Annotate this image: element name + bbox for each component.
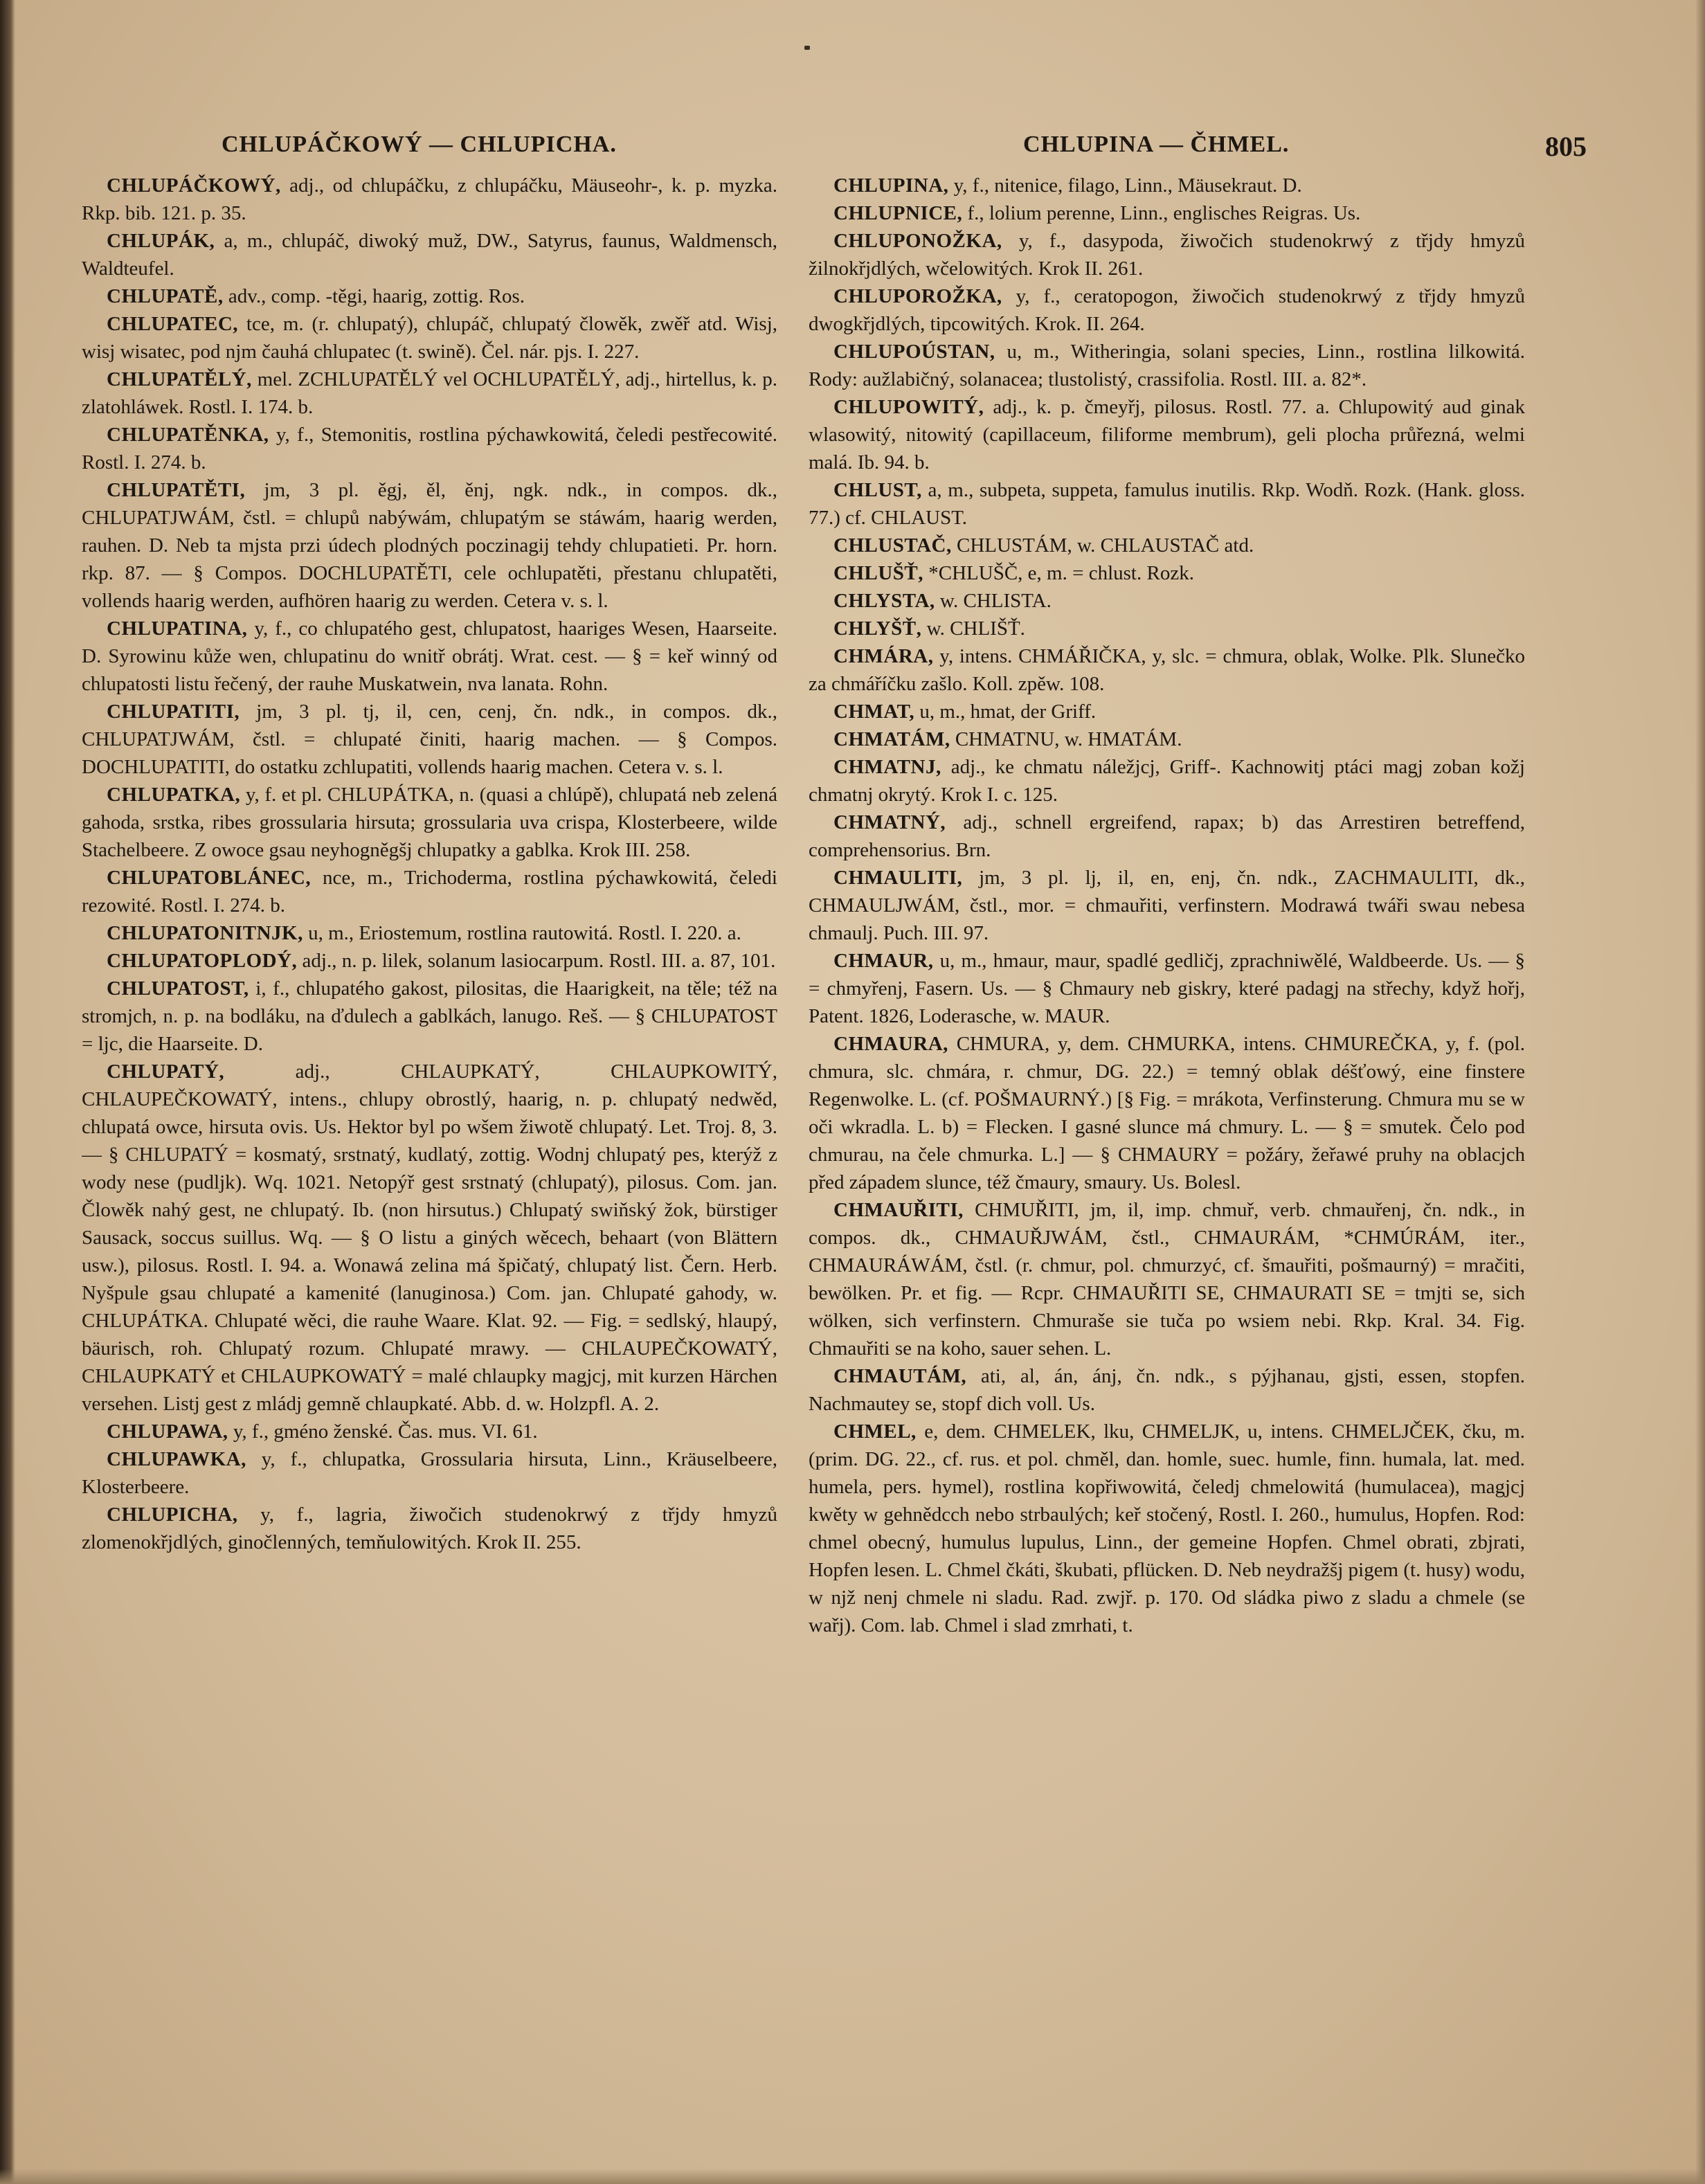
dictionary-entry [809,1030,1525,1196]
entry-headword: CHLYSTA, [833,590,935,612]
entry-definition: y, f., co chlupatého gest, chlupatost, haariges Wesen, Haarseite. D. Syrowinu kůže wen, chlupatinu do wnitř obrátj. Wrat. cest. — § = keř winný od chlupatosti listu řečený, der rauhe Muskatwein, nva lanata. Rohn. [82,617,777,695]
dictionary-entry [82,919,777,947]
dictionary-entry [809,1418,1525,1639]
entry-headword: CHLUPATĚNKA, [107,424,269,446]
right-column [809,172,1525,1944]
entry-headword: CHLUPOWITÝ, [833,396,984,418]
page-bottom-shadow [0,2169,1705,2184]
entry-definition: y, f., gméno ženské. Čas. mus. VI. 61. [228,1420,538,1443]
entry-definition: CHLUSTÁM, w. CHLAUSTAČ atd. [951,534,1254,557]
entry-definition: u, m., Eriostemum, rostlina rautowitá. Rostl. I. 220. a. [303,922,741,944]
dictionary-entry [82,421,777,476]
ink-speck [804,46,810,50]
entry-definition: mel. ZCHLUPATĚLÝ vel OCHLUPATĚLÝ, adj., hirtellus, k. p. zlatohláwek. Rostl. I. 174. b. [82,368,777,418]
dictionary-entry [809,864,1525,947]
entry-definition: adj., k. p. čmeyřj, pilosus. Rostl. 77. a. Chlupowitý aud ginak wlasowitý, nitowitý (capillaceum, filiforme membrum), geli plocha průřezná, welmi malá. Ib. 94. b. [809,396,1525,473]
dictionary-entry [809,725,1525,753]
entry-headword: CHMAUR, [833,950,934,972]
entry-headword: CHLUPONOŽKA, [833,230,1002,252]
entry-headword: CHLUPÁK, [107,230,215,252]
entry-headword: CHLUPATITI, [107,701,240,723]
dictionary-entry [809,393,1525,476]
entry-headword: CHLUPATĚ, [107,285,224,307]
entry-definition: y, intens. CHMÁŘIČKA, y, slc. = chmura, oblak, Wolke. Plk. Slunečko za chmáříčku zašlo. Koll. zpěw. 108. [809,645,1525,695]
dictionary-entry [809,338,1525,393]
dictionary-entry [82,698,777,781]
entry-definition: ati, al, án, ánj, čn. ndk., s pýjhanau, gjsti, essen, stopfen. Nachmautey se, stopf dich voll. Us. [809,1365,1525,1415]
entry-definition: f., lolium perenne, Linn., englisches Reigras. Us. [962,202,1361,224]
entry-headword: CHLUSTAČ, [833,534,952,557]
dictionary-entry [809,642,1525,698]
dictionary-entry [82,1058,777,1418]
entry-headword: CHLUPATĚTI, [107,479,246,501]
entry-headword: CHLUPAWA, [107,1420,228,1443]
dictionary-entry [809,587,1525,615]
dictionary-entry [809,532,1525,559]
entry-headword: CHLUPATKA, [107,784,241,806]
dictionary-entry [82,227,777,282]
entry-definition: a, m., chlupáč, diwoký muž, DW., Satyrus, faunus, Waldmensch, Waldteufel. [82,230,777,280]
entry-headword: CHLUPÁČKOWÝ, [107,174,281,197]
entry-headword: CHMAULITI, [833,867,963,889]
entry-definition: w. CHLIŠŤ. [921,617,1025,640]
entry-headword: CHLUPATINA, [107,617,248,640]
entry-headword: CHLUPNICE, [833,202,963,224]
entry-definition: adv., comp. -těgi, haarig, zottig. Ros. [223,285,525,307]
entry-definition: CHMATNU, w. HMATÁM. [950,728,1182,750]
entry-headword: CHLUPATEC, [107,313,239,335]
entry-definition: jm, 3 pl. tj, il, cen, cenj, čn. ndk., in compos. dk., CHLUPATJWÁM, čstl. = chlupaté činiti, haarig machen. — § Compos. DOCHLUPATITI, do ostatku zchlupatiti, vollends haarig machen. Cetera v. s. l. [82,701,777,778]
entry-headword: CHMAUTÁM, [833,1365,967,1387]
entry-headword: CHLUPATOPLODÝ, [107,950,298,972]
entry-headword: CHMATNJ, [833,756,941,778]
entry-definition: adj., od chlupáčku, z chlupáčku, Mäuseohr-, k. p. myzka. Rkp. bib. 121. p. 35. [82,174,777,224]
dictionary-entry [82,1418,777,1445]
entry-definition: CHMURA, y, dem. CHMURKA, intens. CHMUREČKA, y, f. (pol. chmura, slc. chmára, r. chmur, DG. 22.) = temný oblak déšťowý, eine finstere Regenwolke. L. (cf. POŠMAURNÝ.) [§ Fig. = mrákota, Verfinsterung. Chmura mu se w oči wkradla. L. b) = Flecken. I gasné slunce má chmury. L. — § = smutek. Čelo pod chmurau, na čele chmurka. L.] — § CHMAURY = požáry, žeřawé pruhy na oblacjch před západem slunce, též čmaury, smaury. Us. Bolesl. [809,1033,1525,1193]
dictionary-entry [82,365,777,421]
dictionary-entry [82,781,777,864]
entry-headword: CHLUPAWKA, [107,1448,246,1470]
entry-headword: CHMAUŘITI, [833,1199,964,1221]
dictionary-entry [82,615,777,698]
dictionary-entry [809,753,1525,809]
entry-headword: CHMEL, [833,1420,917,1443]
dictionary-entry [82,476,777,615]
entry-definition: tce, m. (r. chlupatý), chlupáč, chlupatý člowěk, zwěř atd. Wisj, wisj wisatec, pod njm čauhá chlupatec (t. swině). Čel. nár. pjs. I. 227. [82,313,777,363]
entry-definition: jm, 3 pl. lj, il, en, enj, čn. ndk., ZACHMAULITI, dk., CHMAULJWÁM, čstl., mor. = chmauřiti, verfinstern. Modrawá twáři swau nebesa chmaulj. Puch. III. 97. [809,867,1525,944]
entry-definition: y, f. et pl. CHLUPÁTKA, n. (quasi a chlúpě), chlupatá neb zelená gahoda, srstka, ribes grossularia hirsuta; grossularia uva crispa, Klosterbeere, wilde Stachelbeere. Z owoce gsau neyhogněgšj chlupatky a gablka. Krok III. 258. [82,784,777,861]
entry-definition: nce, m., Trichoderma, rostlina pýchawkowitá, čeledi rezowité. Rostl. I. 274. b. [82,867,777,917]
entry-definition: y, f., Stemonitis, rostlina pýchawkowitá, čeledi pestřecowité. Rostl. I. 274. b. [82,424,777,473]
entry-headword: CHMATÁM, [833,728,950,750]
entry-headword: CHLUST, [833,479,922,501]
dictionary-entry [82,947,777,975]
entry-headword: CHLUPOÚSTAN, [833,341,995,363]
entry-headword: CHLUPATOBLÁNEC, [107,867,312,889]
running-header-right: CHLUPINA — ČHMEL. [1023,132,1290,157]
entry-headword: CHMAURA, [833,1033,948,1055]
entry-headword: CHLUPATONITNJK, [107,922,303,944]
page-number: 805 [1545,131,1587,162]
entry-definition: i, f., chlupatého gakost, pilositas, die Haarigkeit, na těle; též na stromjch, n. p. na bodláku, na ďdulech a gablkách, lanugo. Reš. — § CHLUPATOST = ljc, die Haarseite. D. [82,977,777,1055]
entry-definition: adj., CHLAUPKATÝ, CHLAUPKOWITÝ, CHLAUPEČKOWATÝ, intens., chlupy obrostlý, haarig, n. p. chlupatý nedwěd, chlupatá owce, hirsuta ovis. Us. Hektor byl po wšem žiwotě chlupatý. Let. Troj. 8, 3. — § CHLUPATÝ = kosmatý, srstnatý, kudlatý, zottig. Wodnj chlupatý pes, kterýž z wody nese (pudljk). Wq. 1021. Netopýř gest srstnatý (chlupatý), pilosus. Com. jan. Člowěk nahý gest, ne chlupatý. Ib. (non hirsutus.) Chlupatý swiňský žok, bürstiger Sausack, soccus suillus. Wq. — § O listu a giných wěcech, behaart (von Blättern usw.), pilosus. Rostl. I. 94. a. Wonawá zelina má špičatý, chlupatý list. Čern. Herb. Nyšpule gsau chlupaté a kamenité (lanuginosa.) Com. jan. Chlupaté gahody, w. CHLUPÁTKA. Chlupaté wěci, die rauhe Waare. Klat. 92. — Fig. = sedlský, hlaupý, bäurisch, roh. Chlupatý rozum. Chlupaté mrawy. — CHLAUPEČKOWATÝ, CHLAUPKATÝ et CHLAUPKOWATÝ = malé chlaupky magjcj, mit kurzen Härchen versehen. Listj gest z mládj gemně chlaupkaté. Abb. d. w. Holzpfl. A. 2. [82,1061,777,1415]
entry-headword: CHLUPICHA, [107,1504,238,1526]
dictionary-entry [809,172,1525,199]
entry-headword: CHMAT, [833,701,915,723]
left-column [82,172,777,1944]
entry-definition: w. CHLISTA. [935,590,1052,612]
entry-definition: adj., schnell ergreifend, rapax; b) das Arrestiren betreffend, comprehensorius. Brn. [809,811,1525,861]
dictionary-entry [82,172,777,227]
dictionary-entry [809,1362,1525,1418]
entry-definition: y, f., chlupatka, Grossularia hirsuta, Linn., Kräuselbeere, Klosterbeere. [82,1448,777,1498]
entry-definition: adj., n. p. lilek, solanum lasiocarpum. Rostl. III. a. 87, 101. [297,950,776,972]
dictionary-entry [809,476,1525,532]
dictionary-entry [809,698,1525,725]
dictionary-entry [82,282,777,310]
book-spine-shadow [0,0,15,2184]
entry-headword: CHLUPINA, [833,174,949,197]
running-header-left: CHLUPÁČKOWÝ — CHLUPICHA. [222,132,617,157]
entry-definition: y, f., nitenice, filago, Linn., Mäusekraut. D. [948,174,1302,197]
entry-definition: CHMUŘITI, jm, il, imp. chmuř, verb. chmauřenj, čn. ndk., in compos. dk., CHMAUŘJWÁM, čstl., CHMAURÁM, *CHMÚRÁM, iter., CHMAURÁWÁM, čstl. (r. chmur, pol. chmurzyć, cf. šmauřiti, pošmaurný) = mračiti, bewölken. Pr. et fig. — Rcpr. CHMAUŘITI SE, CHMAURATI SE = tmjti se, sich wölken, sich verfinstern. Chmuraše sie tuča po wsiem nebi. Rkp. Kral. 34. Fig. Chmauřiti se na koho, sauer sehen. L. [809,1199,1525,1360]
entry-definition: y, f., lagria, žiwočich studenokrwý z třjdy hmyzů zlomenokřjdlých, ginočlenných, temňulowitých. Krok II. 255. [82,1504,777,1553]
entry-headword: CHLUPATOST, [107,977,249,1000]
entry-headword: CHLUPOROŽKA, [833,285,1002,307]
entry-headword: CHLUŠŤ, [833,562,924,584]
dictionary-entry [809,559,1525,587]
entry-definition: adj., ke chmatu náležjcj, Griff-. Kachnowitj ptáci magj zoban kožj chmatnj okrytý. Krok I. c. 125. [809,756,1525,806]
dictionary-entry [82,1501,777,1556]
dictionary-entry [809,227,1525,282]
dictionary-entry [82,864,777,919]
entry-definition: y, f., dasypoda, žiwočich studenokrwý z třjdy hmyzů žilnokřjdlých, wčelowitých. Krok II. 261. [809,230,1525,280]
entry-definition: *CHLUŠČ, e, m. = chlust. Rozk. [923,562,1194,584]
entry-definition: e, dem. CHMELEK, lku, CHMELJK, u, intens. CHMELJČEK, čku, m. (prim. DG. 22., cf. rus. et pol. chměl, dan. homle, suec. humle, finn. humala, lat. med. humela, pers. hymel), rostlina kopřiwowitá, čeledj chmelowitá (humulacea), magjcj kwěty w gehnědcch nebo strbaulých; keř stočený, Rostl. I. 260., humulus, Hopfen. Rod: chmel obecný, humulus lupulus, Linn., der gemeine Hopfen. Chmel obrati, zbjrati, Hopfen lesen. L. Chmel čkáti, škubati, pflücken. D. Neb neydražšj pigem (t. husy) wodu, w njž nenj chmele ni sladu. Rad. zwjř. p. 170. Od sládka piwo z sladu a chmele (se wařj). Com. lab. Chmel i slad zmrhati, t. [809,1420,1525,1636]
dictionary-entry [809,809,1525,864]
dictionary-entry [809,947,1525,1030]
dictionary-entry [82,1445,777,1501]
entry-definition: y, f., ceratopogon, žiwočich studenokrwý z třjdy hmyzů dwogkřjdlých, tipcowitých. Krok. II. 264. [809,285,1525,335]
dictionary-entry [809,199,1525,227]
page-edge-shadow [1695,0,1705,2184]
entry-definition: u, m., Witheringia, solani species, Linn., rostlina lilkowitá. Rody: aužlabičný, solanacea; tlustolistý, crassifolia. Rostl. III. a. 82*. [809,341,1525,390]
entry-headword: CHMÁRA, [833,645,934,667]
entry-definition: u, m., hmat, der Griff. [914,701,1097,723]
entry-headword: CHLUPATÝ, [107,1061,225,1083]
dictionary-entry [809,1196,1525,1362]
entry-headword: CHLUPATĚLÝ, [107,368,252,390]
entry-definition: jm, 3 pl. ěgj, ěl, ěnj, ngk. ndk., in compos. dk., CHLUPATJWÁM, čstl. = chlupů nabýwám, chlupatým se stáwám, haarig werden, rauhen. D. Neb ta mjsta przi údech plodných poczinagij tehdy chlupatieti. Pr. horn. rkp. 87. — § Compos. DOCHLUPATĚTI, cele ochlupatěti, přestanu chlupatěti, vollends haarig werden, aufhören haarig zu werden. Cetera v. s. l. [82,479,777,612]
dictionary-entry [82,310,777,365]
dictionary-entry [809,615,1525,642]
dictionary-entry [809,282,1525,338]
entry-headword: CHMATNÝ, [833,811,946,833]
dictionary-entry [82,975,777,1058]
entry-headword: CHLYŠŤ, [833,617,922,640]
entry-definition: u, m., hmaur, maur, spadlé gedličj, zprachniwělé, Waldbeerde. Us. — § = chmyřenj, Fasern. Us. — § Chmaury neb giskry, které padagj na střechy, když hořj, Patent. 1826, Loderasche, w. MAUR. [809,950,1525,1027]
entry-definition: a, m., subpeta, suppeta, famulus inutilis. Rkp. Wodň. Rozk. (Hank. gloss. 77.) cf. CHLAUST. [809,479,1525,529]
